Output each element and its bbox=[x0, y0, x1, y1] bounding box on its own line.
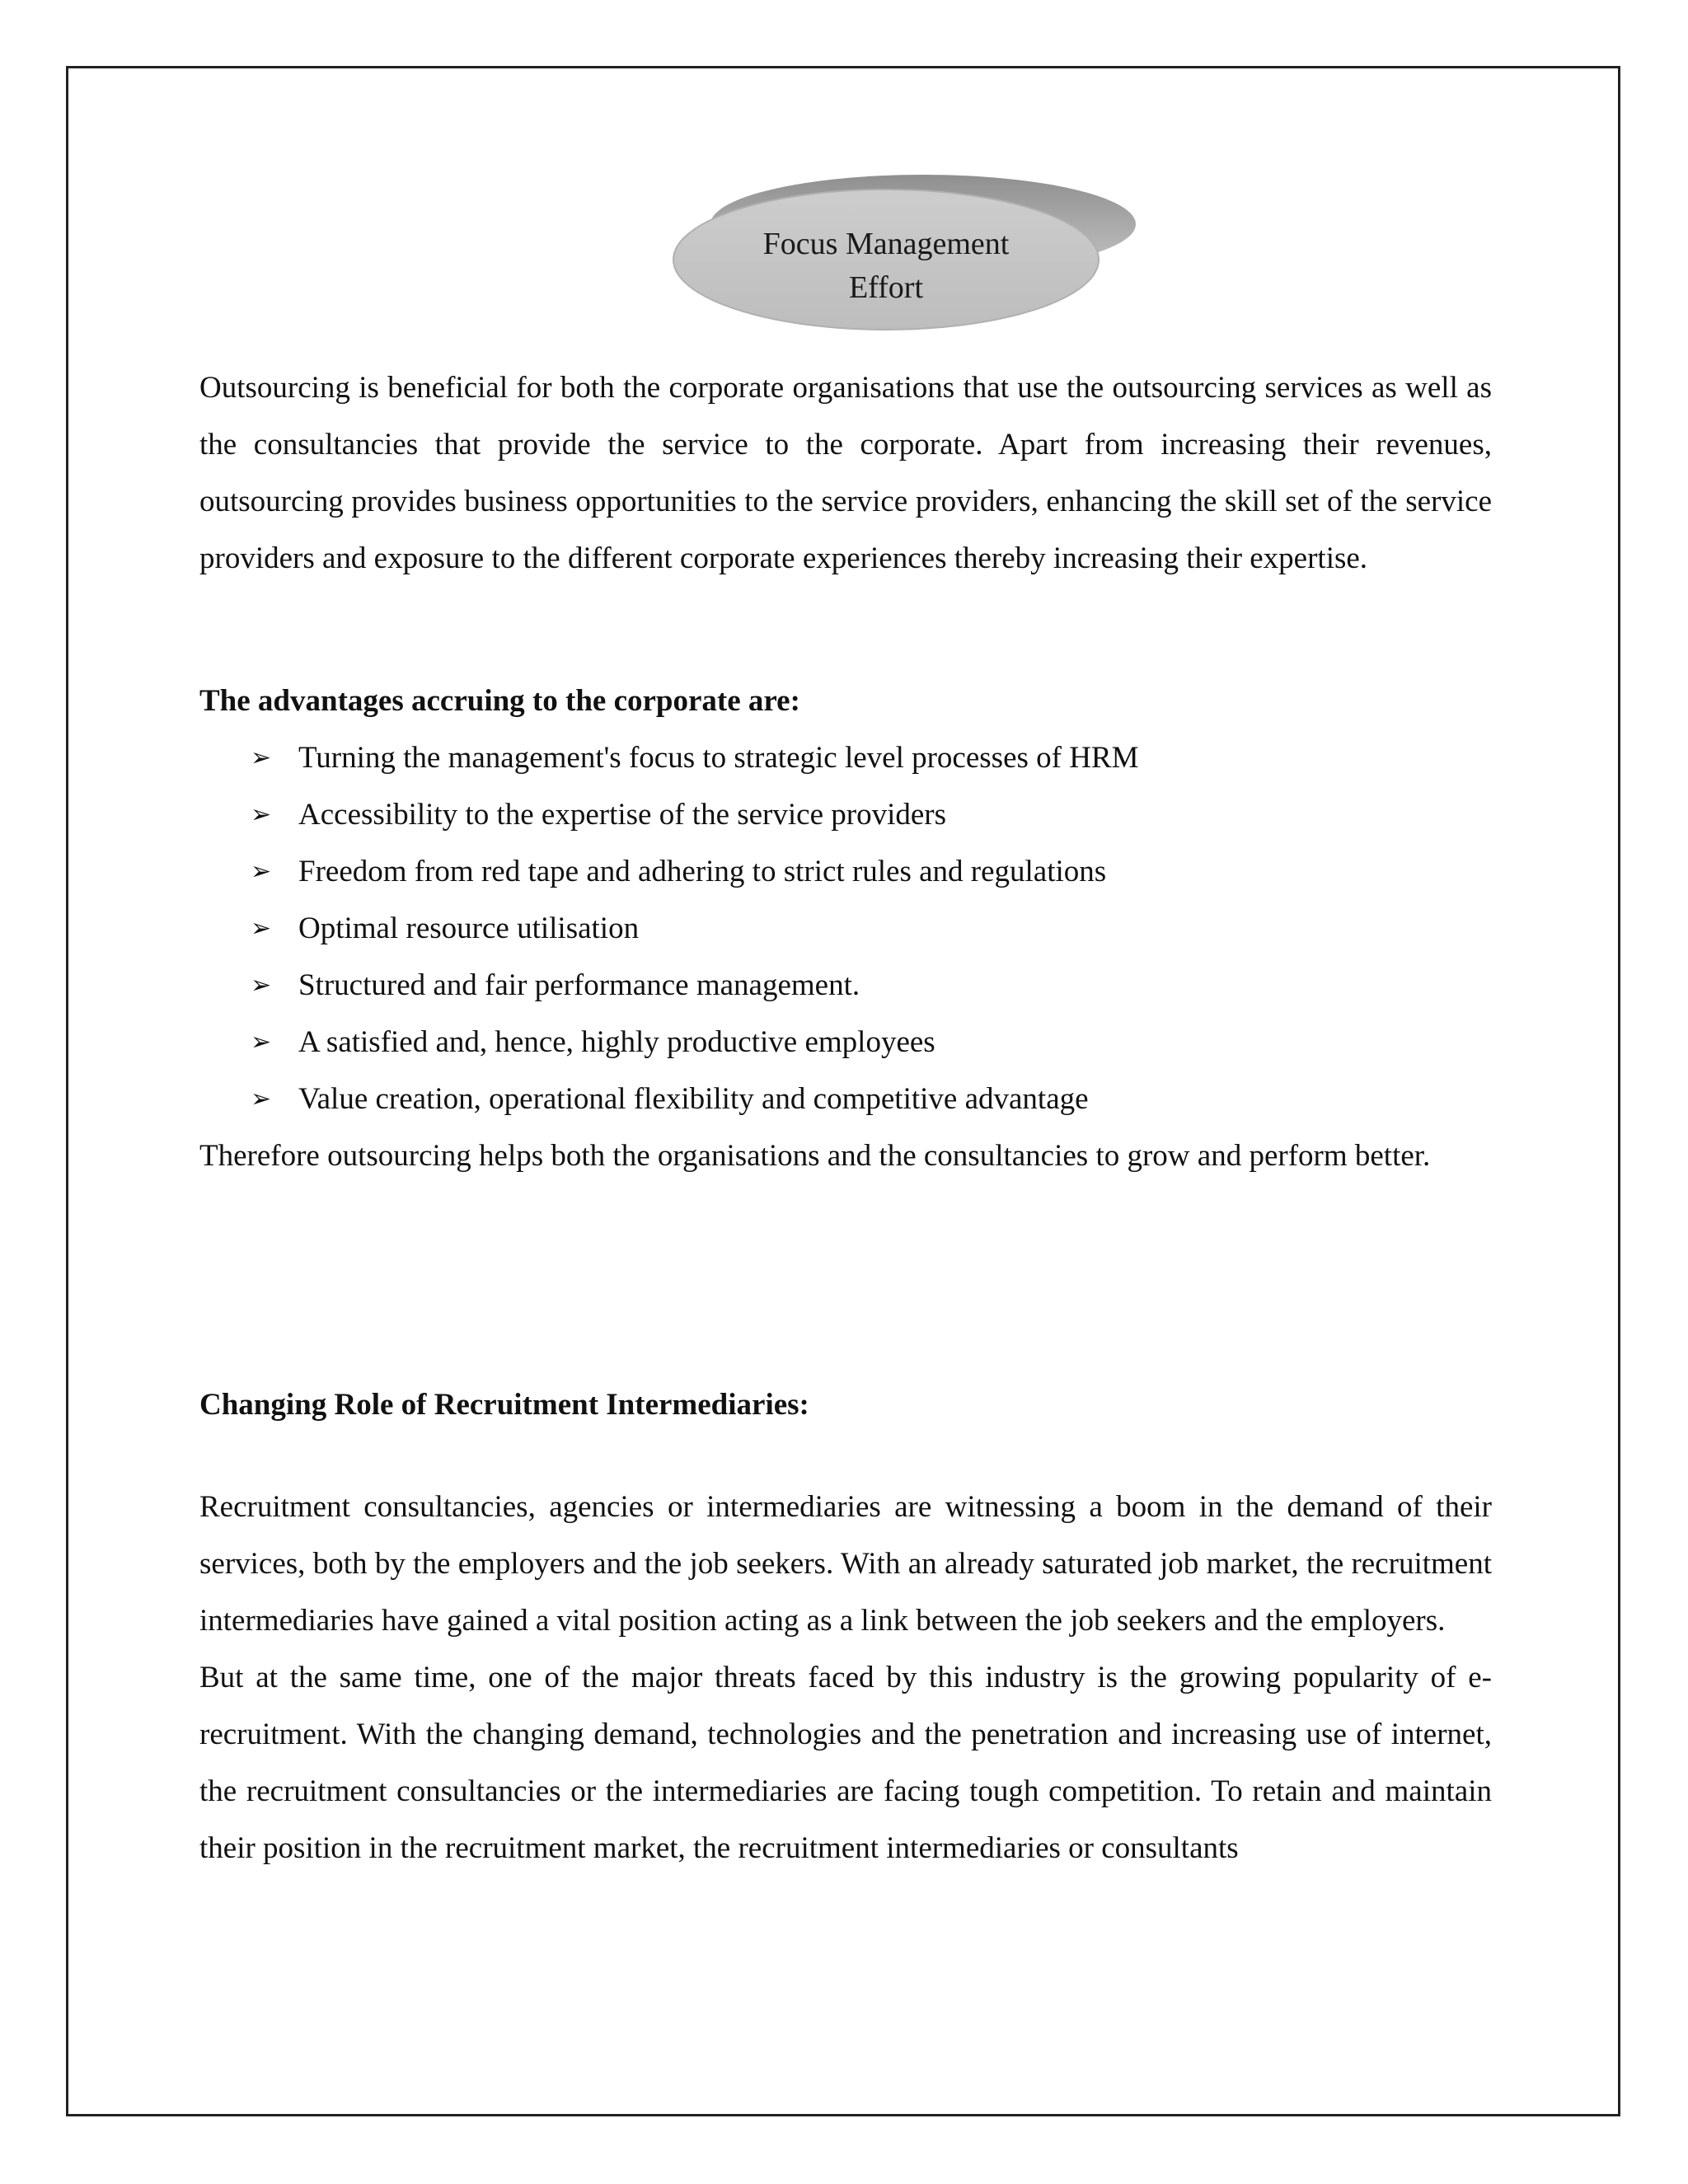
advantages-section bbox=[199, 673, 1492, 1184]
ellipse-label-line1: Focus Management bbox=[762, 227, 1010, 261]
arrowhead-bullet-icon: ➢ bbox=[251, 800, 272, 829]
list-item-text: Accessibility to the expertise of the service providers bbox=[298, 798, 946, 832]
list-item bbox=[199, 1071, 1492, 1127]
ellipse-label-line2: Effort bbox=[848, 270, 924, 305]
list-item bbox=[199, 957, 1492, 1014]
list-item bbox=[199, 1014, 1492, 1071]
arrowhead-bullet-icon: ➢ bbox=[251, 1028, 272, 1057]
list-item bbox=[199, 729, 1492, 786]
recruitment-paragraph-2: But at the same time, one of the major threats faced by this industry is the growing popularity of e-recruitment. With the changing demand, technologies and the penetration and increasing use of internet, the recruitment consultancies or the intermediaries are facing tough competition. To retain and maintain their position in the recruitment market, the recruitment intermediaries or consultants bbox=[199, 1661, 1492, 1865]
list-item-text: Freedom from red tape and adhering to strict rules and regulations bbox=[298, 855, 1107, 888]
list-item-text: Optimal resource utilisation bbox=[298, 912, 640, 945]
list-item bbox=[199, 843, 1492, 900]
ellipse-label bbox=[721, 223, 1051, 310]
arrowhead-bullet-icon: ➢ bbox=[251, 971, 272, 1000]
list-item-text: Value creation, operational flexibility and competitive advantage bbox=[298, 1082, 1089, 1116]
advantages-heading: The advantages accruing to the corporate are: bbox=[199, 684, 800, 718]
list-item-text: Turning the management's focus to strategic level processes of HRM bbox=[298, 741, 1139, 775]
intro-paragraph: Outsourcing is beneficial for both the corporate organisations that use the outsourcing services as well as the consultancies that provide the service to the corporate. Apart from increasing their revenues, outsourcing provides business opportunities to the service providers, enhancing the skill set of the service providers and exposure to the different corporate experiences thereby increasing their expertise. bbox=[199, 371, 1492, 575]
advantages-list bbox=[199, 729, 1492, 1127]
arrowhead-bullet-icon: ➢ bbox=[251, 914, 272, 943]
list-item bbox=[199, 786, 1492, 843]
focus-management-ellipse-diagram bbox=[659, 157, 1154, 346]
recruitment-heading: Changing Role of Recruitment Intermediaries: bbox=[199, 1388, 809, 1422]
recruitment-section bbox=[199, 1479, 1492, 1877]
recruitment-heading-block bbox=[199, 1376, 1492, 1433]
advantages-conclusion: Therefore outsourcing helps both the organisations and the consultancies to grow and perform better. bbox=[199, 1139, 1431, 1173]
intro-section bbox=[199, 359, 1492, 587]
list-item-text: Structured and fair performance management. bbox=[298, 968, 860, 1002]
arrowhead-bullet-icon: ➢ bbox=[251, 743, 272, 772]
list-item bbox=[199, 900, 1492, 957]
recruitment-paragraph-1: Recruitment consultancies, agencies or intermediaries are witnessing a boom in the demand of their services, both by the employers and the job seekers. With an already saturated job market, the recruitment intermediaries have gained a vital position acting as a link between the job seekers and the employers. bbox=[199, 1490, 1492, 1638]
list-item-text: A satisfied and, hence, highly productive employees bbox=[298, 1025, 935, 1059]
arrowhead-bullet-icon: ➢ bbox=[251, 1085, 272, 1113]
arrowhead-bullet-icon: ➢ bbox=[251, 857, 272, 886]
